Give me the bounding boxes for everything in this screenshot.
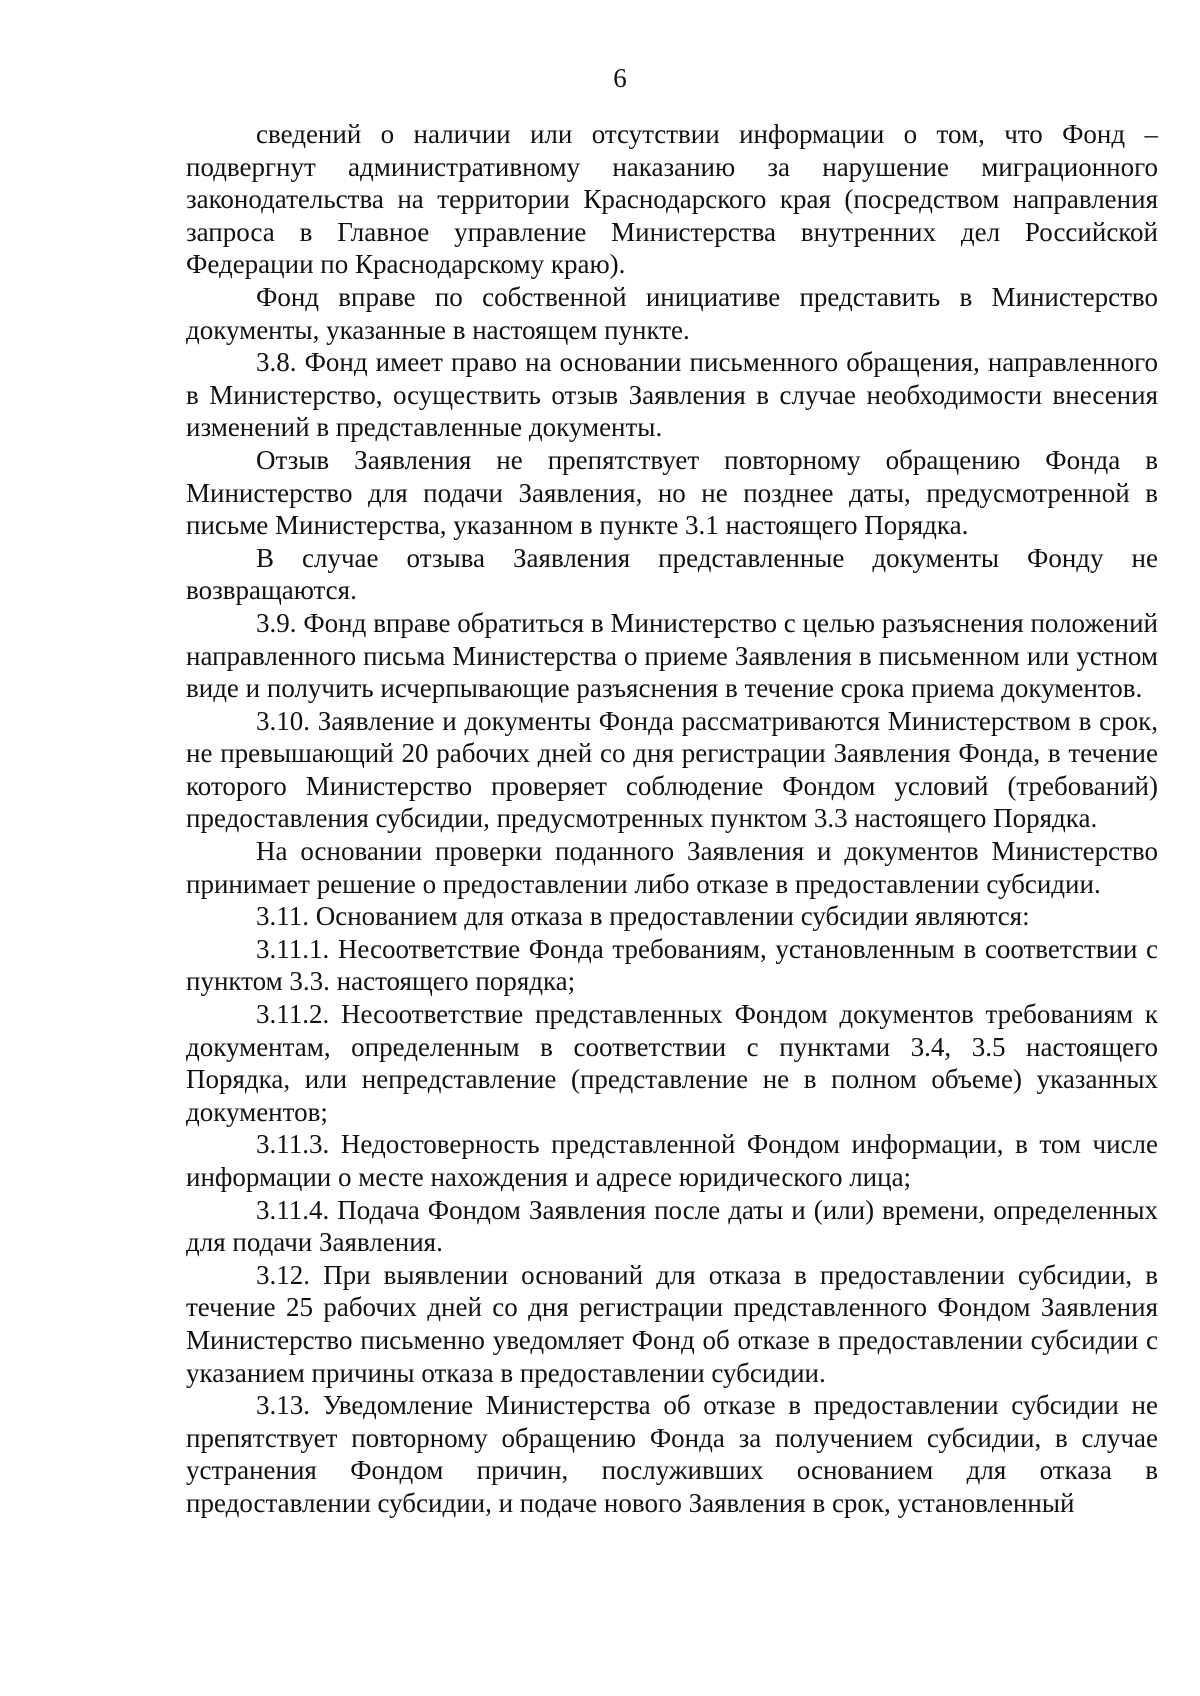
paragraph-3-12: 3.12. При выявлении оснований для отказа в предоставлении субсидии, в течение 25 рабочих дней со дня регистрации представленного Фондом Заявления Министерство письменно уведомляет Фонд об отказе в предоставлении субсидии с указанием причины отказа в предоставлении субсидии. [186,1259,1158,1388]
paragraph-3-11-1: 3.11.1. Несоответствие Фонда требованиям, установленным в соответствии с пунктом 3.3. настоящего порядка; [186,933,1158,997]
paragraph: На основании проверки поданного Заявления и документов Министерство принимает решение о предоставлении либо отказе в предоставлении субсидии. [186,836,1158,899]
paragraph: сведений о наличии или отсутствии информации о том, что Фонд – подвергнут административному наказанию за нарушение миграционного законодательства на территории Краснодарского края (посредством направления запроса в Главное управление Министерства внутренних дел Российской Федерации по Краснодарскому краю). [186,119,1158,280]
paragraph-3-13: 3.13. Уведомление Министерства об отказе в предоставлении субсидии не препятствует повторному обращению Фонда за получением субсидии, в случае устранения Фондом причин, послуживших основанием для отказа в предоставлении субсидии, и подаче нового Заявления в срок, установленный [186,1390,1158,1518]
paragraph-3-8: 3.8. Фонд имеет право на основании письменного обращения, направленного в Министерство, осуществить отзыв Заявления в случае необходимости внесения изменений в представленные документы. [186,347,1158,443]
paragraph-3-10: 3.10. Заявление и документы Фонда рассматриваются Министерством в срок, не превышающий 20 рабочих дней со дня регистрации Заявления Фонда, в течение которого Министерство проверяет соблюдение Фондом условий (требований) предоставления субсидии, предусмотренных пунктом 3.3 настоящего Порядка. [186,705,1158,834]
paragraph: Отзыв Заявления не препятствует повторному обращению Фонда в Министерство для подачи Заявления, но не позднее даты, предусмотренной в письме Министерства, указанном в пункте 3.1 настоящего Порядка. [186,444,1158,541]
document-body [186,118,1158,1520]
paragraph-3-11-2: 3.11.2. Несоответствие представленных Фондом документов требованиям к документам, определенным в соответствии с пунктами 3.4, 3.5 настоящего Порядка, или непредставление (представление не в полном объеме) указанных документов; [186,999,1158,1127]
paragraph: Фонд вправе по собственной инициативе представить в Министерство документы, указанные в настоящем пункте. [186,281,1158,345]
page-number: 6 [613,63,627,93]
paragraph-3-11: 3.11. Основанием для отказа в предоставлении субсидии являются: [256,901,1030,932]
paragraph: В случае отзыва Заявления представленные документы Фонду не возвращаются. [186,542,1158,606]
paragraph-3-11-4: 3.11.4. Подача Фондом Заявления после даты и (или) времени, определенных для подачи Заявления. [186,1194,1158,1258]
paragraph-3-11-3: 3.11.3. Недостоверность представленной Фондом информации, в том числе информации о месте нахождения и адресе юридического лица; [186,1129,1158,1192]
paragraph-3-9: 3.9. Фонд вправе обратиться в Министерство с целью разъяснения положений направленного письма Министерства о приеме Заявления в письменном или устном виде и получить исчерпывающие разъяснения в течение срока приема документов. [186,607,1158,704]
